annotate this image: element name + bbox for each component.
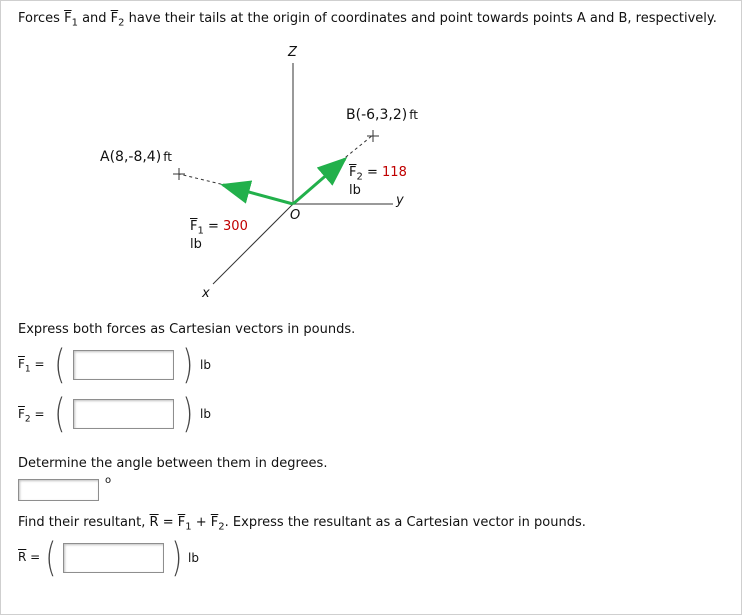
resultant-label: $\overline{R}$ = xyxy=(18,550,41,564)
point-b-marker xyxy=(367,130,379,142)
resultant-close-paren: ) xyxy=(171,535,183,581)
point-b-label: B(-6,3,2) ft xyxy=(346,107,418,123)
f2-symbol: $\overline{F}$ xyxy=(110,11,119,26)
dashed-line-to-b xyxy=(341,135,373,161)
f1-open-paren: ( xyxy=(54,342,66,388)
f1-diagram-unit: lb xyxy=(190,237,202,252)
origin-label: O xyxy=(290,208,301,223)
angle-input[interactable] xyxy=(18,479,99,501)
part1-instruction: Express both forces as Cartesian vectors in pounds. xyxy=(18,322,356,337)
f2-answer-label: $\overline{F}_2$ = xyxy=(18,407,45,425)
f1-diagram-label: $\overline{F}_1 = 300$ xyxy=(190,219,248,237)
f1-arrow xyxy=(223,185,293,204)
problem-statement: Forces $\overline{F}_1$ and $\overline{F}_2$ have their tails at the origin of coordinates and point towards points A and B, respectively. xyxy=(18,11,717,29)
f1-answer-label: $\overline{F}_1$ = xyxy=(18,357,45,375)
resultant-unit: lb xyxy=(188,551,199,565)
f2-magnitude: 118 xyxy=(382,165,407,180)
point-a-label: A(8,-8,4) ft xyxy=(100,149,172,165)
degree-symbol: o xyxy=(105,475,112,486)
x-axis-label: x xyxy=(202,286,210,301)
f2-answer-unit: lb xyxy=(200,407,211,421)
f2-vector-input[interactable] xyxy=(73,399,174,429)
f1-answer-unit: lb xyxy=(200,358,211,372)
f2-close-paren: ) xyxy=(182,391,194,437)
f1-vector-input[interactable] xyxy=(73,350,174,380)
f2-diagram-unit: lb xyxy=(349,183,361,198)
f2-arrow xyxy=(293,159,345,204)
point-a-marker xyxy=(173,168,185,180)
f1-magnitude: 300 xyxy=(223,219,248,234)
resultant-open-paren: ( xyxy=(45,535,57,581)
f1-close-paren: ) xyxy=(182,342,194,388)
y-axis-label: y xyxy=(396,193,404,208)
part2-instruction: Determine the angle between them in degrees. xyxy=(18,456,328,471)
resultant-vector-input[interactable] xyxy=(63,543,164,573)
f2-diagram-label: $\overline{F}_2 = 118$ xyxy=(349,165,407,183)
x-axis xyxy=(213,204,293,284)
f1-symbol: $\overline{F}$ xyxy=(64,11,72,26)
z-axis-label: Z xyxy=(288,45,297,60)
part3-instruction: Find their resultant, $\overline{R} = \overline{F}_1 + \overline{F}_2$. Express the resultant as a Cartesian vector in pounds. xyxy=(18,515,586,533)
f2-open-paren: ( xyxy=(54,391,66,437)
